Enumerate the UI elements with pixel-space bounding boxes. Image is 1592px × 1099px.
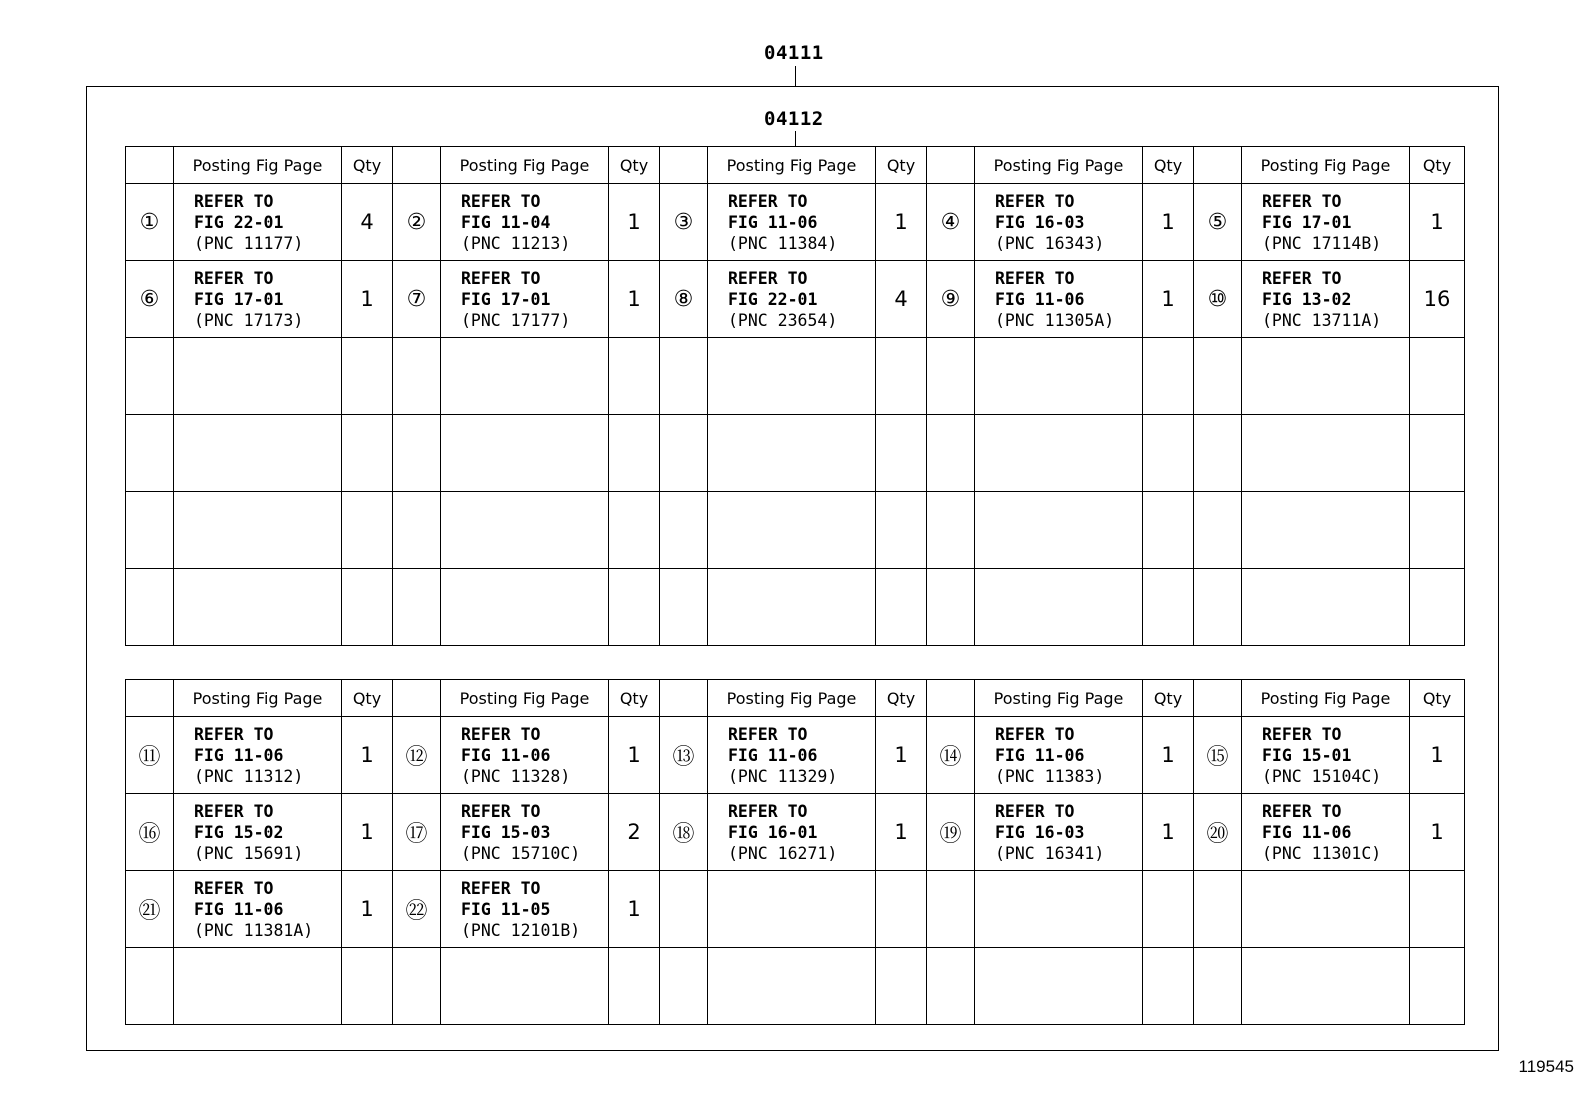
posting-reference (1242, 948, 1410, 1025)
header-posting-fig-page: Posting Fig Page (441, 680, 609, 717)
fig-page-text: FIG 11-04 (461, 212, 551, 232)
item-number (1194, 338, 1242, 415)
quantity (342, 338, 393, 415)
item-number (660, 871, 708, 948)
item-number (1194, 415, 1242, 492)
header-qty: Qty (1410, 680, 1465, 717)
item-number: ④ (927, 184, 975, 261)
fig-page-text: FIG 22-01 (194, 212, 284, 232)
posting-reference (1242, 338, 1410, 415)
pnc-text: (PNC 11177) (194, 233, 304, 253)
header-blank (393, 680, 441, 717)
quantity (609, 338, 660, 415)
item-number: ⑳ (1194, 794, 1242, 871)
item-number: ⑲ (927, 794, 975, 871)
figure-id: 119545 (1518, 1057, 1574, 1076)
refer-to-text: REFER TO (194, 878, 274, 898)
posting-reference (1242, 794, 1410, 871)
fig-page-text: FIG 11-05 (461, 899, 551, 919)
item-number: ㉒ (393, 871, 441, 948)
pnc-text: (PNC 23654) (728, 310, 838, 330)
posting-reference (975, 569, 1143, 646)
header-qty: Qty (876, 680, 927, 717)
quantity (1410, 871, 1465, 948)
item-number (1194, 569, 1242, 646)
quantity (1410, 338, 1465, 415)
posting-reference (441, 871, 609, 948)
posting-reference (174, 415, 342, 492)
quantity: 1 (876, 717, 927, 794)
quantity: 16 (1410, 261, 1465, 338)
item-number (393, 338, 441, 415)
posting-reference (1242, 871, 1410, 948)
item-number (393, 569, 441, 646)
item-number (393, 415, 441, 492)
quantity: 1 (609, 184, 660, 261)
header-blank (126, 147, 174, 184)
pnc-text: (PNC 15710C) (461, 843, 581, 863)
posting-reference (441, 415, 609, 492)
header-qty: Qty (876, 147, 927, 184)
posting-reference (708, 794, 876, 871)
quantity: 1 (1410, 794, 1465, 871)
item-number (126, 569, 174, 646)
item-number: ⑩ (1194, 261, 1242, 338)
posting-reference (441, 184, 609, 261)
refer-to-text: REFER TO (461, 801, 541, 821)
table-header (126, 147, 1465, 184)
quantity (1143, 948, 1194, 1025)
refer-to-text: REFER TO (728, 268, 808, 288)
header-qty: Qty (342, 680, 393, 717)
header-posting-fig-page: Posting Fig Page (174, 680, 342, 717)
table-row (126, 948, 1465, 1025)
item-number: ⑯ (126, 794, 174, 871)
quantity (876, 948, 927, 1025)
header-posting-fig-page: Posting Fig Page (975, 147, 1143, 184)
posting-reference (174, 338, 342, 415)
item-number (927, 492, 975, 569)
quantity: 1 (876, 184, 927, 261)
item-number (393, 492, 441, 569)
header-blank (927, 147, 975, 184)
fig-page-text: FIG 15-02 (194, 822, 284, 842)
quantity: 4 (342, 184, 393, 261)
fig-page-text: FIG 16-03 (995, 212, 1085, 232)
posting-reference (975, 871, 1143, 948)
fig-page-text: FIG 13-02 (1262, 289, 1352, 309)
pnc-text: (PNC 11305A) (995, 310, 1115, 330)
header-blank (927, 680, 975, 717)
posting-reference (174, 948, 342, 1025)
fig-page-text: FIG 11-06 (728, 212, 818, 232)
item-number: ⑱ (660, 794, 708, 871)
posting-reference (174, 871, 342, 948)
refer-to-text: REFER TO (1262, 191, 1342, 211)
pnc-text: (PNC 11384) (728, 233, 838, 253)
item-number: ⑰ (393, 794, 441, 871)
posting-reference (708, 492, 876, 569)
posting-reference (975, 492, 1143, 569)
item-number (1194, 871, 1242, 948)
pnc-text: (PNC 11328) (461, 766, 571, 786)
pnc-text: (PNC 17173) (194, 310, 304, 330)
posting-reference (975, 948, 1143, 1025)
item-number (927, 338, 975, 415)
posting-reference (441, 717, 609, 794)
quantity (609, 415, 660, 492)
fig-page-text: FIG 15-03 (461, 822, 551, 842)
quantity: 1 (1143, 794, 1194, 871)
posting-reference (1242, 569, 1410, 646)
refer-to-text: REFER TO (194, 268, 274, 288)
quantity: 1 (609, 871, 660, 948)
posting-reference (174, 794, 342, 871)
item-number (660, 569, 708, 646)
quantity: 1 (1410, 717, 1465, 794)
item-number: ⑦ (393, 261, 441, 338)
pnc-text: (PNC 17114B) (1262, 233, 1382, 253)
posting-reference (708, 415, 876, 492)
item-number (393, 948, 441, 1025)
pnc-text: (PNC 13711A) (1262, 310, 1382, 330)
table-row (126, 871, 1465, 948)
item-number (927, 948, 975, 1025)
item-number (126, 415, 174, 492)
posting-reference (708, 569, 876, 646)
table-row (126, 415, 1465, 492)
quantity: 1 (1410, 184, 1465, 261)
refer-to-text: REFER TO (461, 191, 541, 211)
quantity: 1 (342, 794, 393, 871)
posting-reference (708, 261, 876, 338)
quantity: 1 (342, 261, 393, 338)
table-row (126, 338, 1465, 415)
item-number: ⑮ (1194, 717, 1242, 794)
quantity: 1 (1143, 261, 1194, 338)
quantity (876, 492, 927, 569)
pnc-text: (PNC 16343) (995, 233, 1105, 253)
inner-assembly-label: 04112 (764, 108, 824, 130)
item-number: ⑧ (660, 261, 708, 338)
pnc-text: (PNC 15104C) (1262, 766, 1382, 786)
refer-to-text: REFER TO (194, 801, 274, 821)
pnc-text: (PNC 11383) (995, 766, 1105, 786)
fig-page-text: FIG 11-06 (194, 899, 284, 919)
header-posting-fig-page: Posting Fig Page (708, 147, 876, 184)
posting-reference (174, 261, 342, 338)
fig-page-text: FIG 11-06 (1262, 822, 1352, 842)
table-header (126, 680, 1465, 717)
pnc-text: (PNC 11301C) (1262, 843, 1382, 863)
refer-to-text: REFER TO (995, 191, 1075, 211)
quantity: 4 (876, 261, 927, 338)
posting-reference (441, 569, 609, 646)
pnc-text: (PNC 11213) (461, 233, 571, 253)
pnc-text: (PNC 11329) (728, 766, 838, 786)
fig-page-text: FIG 16-03 (995, 822, 1085, 842)
refer-to-text: REFER TO (728, 191, 808, 211)
item-number: ⑬ (660, 717, 708, 794)
item-number: ① (126, 184, 174, 261)
posting-reference (975, 794, 1143, 871)
fig-page-text: FIG 17-01 (194, 289, 284, 309)
item-number (660, 948, 708, 1025)
quantity (342, 948, 393, 1025)
table-row (126, 569, 1465, 646)
quantity (342, 415, 393, 492)
quantity (1410, 948, 1465, 1025)
quantity (609, 569, 660, 646)
quantity: 1 (1143, 717, 1194, 794)
refer-to-text: REFER TO (461, 268, 541, 288)
header-posting-fig-page: Posting Fig Page (975, 680, 1143, 717)
posting-reference (708, 717, 876, 794)
quantity: 1 (609, 261, 660, 338)
quantity (876, 338, 927, 415)
header-blank (1194, 147, 1242, 184)
item-number: ⑫ (393, 717, 441, 794)
item-number (660, 338, 708, 415)
pnc-text: (PNC 16341) (995, 843, 1105, 863)
header-posting-fig-page: Posting Fig Page (1242, 147, 1410, 184)
fig-page-text: FIG 16-01 (728, 822, 818, 842)
posting-reference (441, 794, 609, 871)
refer-to-text: REFER TO (728, 724, 808, 744)
item-number (660, 492, 708, 569)
quantity (1410, 569, 1465, 646)
quantity (342, 569, 393, 646)
header-qty: Qty (1143, 147, 1194, 184)
item-number: ⑥ (126, 261, 174, 338)
pnc-text: (PNC 11312) (194, 766, 304, 786)
item-number (126, 338, 174, 415)
header-qty: Qty (1410, 147, 1465, 184)
item-number: ㉑ (126, 871, 174, 948)
header-qty: Qty (342, 147, 393, 184)
quantity (1143, 492, 1194, 569)
posting-reference (708, 871, 876, 948)
item-number: ⑨ (927, 261, 975, 338)
quantity (1143, 871, 1194, 948)
item-number (927, 415, 975, 492)
posting-reference (441, 948, 609, 1025)
header-posting-fig-page: Posting Fig Page (1242, 680, 1410, 717)
posting-reference (975, 717, 1143, 794)
fig-page-text: FIG 22-01 (728, 289, 818, 309)
item-number: ③ (660, 184, 708, 261)
header-qty: Qty (609, 147, 660, 184)
posting-reference (1242, 415, 1410, 492)
posting-reference (1242, 261, 1410, 338)
header-blank (660, 147, 708, 184)
table-row (126, 261, 1465, 338)
header-blank (1194, 680, 1242, 717)
fig-page-text: FIG 11-06 (995, 745, 1085, 765)
quantity (1410, 492, 1465, 569)
header-posting-fig-page: Posting Fig Page (441, 147, 609, 184)
posting-reference (975, 184, 1143, 261)
parts-reference-table-2 (125, 679, 1465, 1025)
table-row (126, 794, 1465, 871)
posting-reference (708, 948, 876, 1025)
refer-to-text: REFER TO (461, 724, 541, 744)
quantity: 2 (609, 794, 660, 871)
posting-reference (441, 261, 609, 338)
refer-to-text: REFER TO (728, 801, 808, 821)
item-number (927, 871, 975, 948)
fig-page-text: FIG 11-06 (461, 745, 551, 765)
fig-page-text: FIG 17-01 (461, 289, 551, 309)
inner-leader-line (795, 131, 796, 147)
fig-page-text: FIG 15-01 (1262, 745, 1352, 765)
quantity (876, 569, 927, 646)
item-number (927, 569, 975, 646)
fig-page-text: FIG 11-06 (194, 745, 284, 765)
header-blank (660, 680, 708, 717)
refer-to-text: REFER TO (995, 801, 1075, 821)
refer-to-text: REFER TO (194, 724, 274, 744)
posting-reference (1242, 184, 1410, 261)
header-posting-fig-page: Posting Fig Page (174, 147, 342, 184)
quantity: 1 (342, 871, 393, 948)
posting-reference (975, 261, 1143, 338)
quantity: 1 (1143, 184, 1194, 261)
fig-page-text: FIG 11-06 (728, 745, 818, 765)
table-row (126, 717, 1465, 794)
posting-reference (1242, 717, 1410, 794)
item-number: ② (393, 184, 441, 261)
posting-reference (708, 184, 876, 261)
pnc-text: (PNC 11381A) (194, 920, 314, 940)
header-qty: Qty (609, 680, 660, 717)
refer-to-text: REFER TO (1262, 724, 1342, 744)
quantity: 1 (609, 717, 660, 794)
item-number (660, 415, 708, 492)
header-blank (393, 147, 441, 184)
refer-to-text: REFER TO (1262, 801, 1342, 821)
quantity (876, 415, 927, 492)
posting-reference (174, 492, 342, 569)
posting-reference (708, 338, 876, 415)
refer-to-text: REFER TO (995, 268, 1075, 288)
posting-reference (174, 717, 342, 794)
refer-to-text: REFER TO (995, 724, 1075, 744)
header-blank (126, 680, 174, 717)
parts-reference-table-1 (125, 146, 1465, 646)
item-number (1194, 948, 1242, 1025)
quantity (876, 871, 927, 948)
quantity: 1 (876, 794, 927, 871)
header-qty: Qty (1143, 680, 1194, 717)
posting-reference (441, 338, 609, 415)
item-number: ⑤ (1194, 184, 1242, 261)
item-number: ⑪ (126, 717, 174, 794)
refer-to-text: REFER TO (461, 878, 541, 898)
quantity: 1 (342, 717, 393, 794)
posting-reference (174, 569, 342, 646)
pnc-text: (PNC 17177) (461, 310, 571, 330)
posting-reference (1242, 492, 1410, 569)
fig-page-text: FIG 11-06 (995, 289, 1085, 309)
item-number (126, 948, 174, 1025)
pnc-text: (PNC 16271) (728, 843, 838, 863)
quantity (1410, 415, 1465, 492)
posting-reference (975, 338, 1143, 415)
table-row (126, 492, 1465, 569)
posting-reference (174, 184, 342, 261)
item-number (126, 492, 174, 569)
refer-to-text: REFER TO (194, 191, 274, 211)
posting-reference (975, 415, 1143, 492)
pnc-text: (PNC 15691) (194, 843, 304, 863)
quantity (1143, 338, 1194, 415)
header-posting-fig-page: Posting Fig Page (708, 680, 876, 717)
quantity (609, 492, 660, 569)
posting-reference (441, 492, 609, 569)
quantity (1143, 415, 1194, 492)
table-row (126, 184, 1465, 261)
outer-assembly-label: 04111 (764, 42, 824, 64)
quantity (609, 948, 660, 1025)
item-number: ⑭ (927, 717, 975, 794)
pnc-text: (PNC 12101B) (461, 920, 581, 940)
outer-leader-line (795, 66, 796, 86)
quantity (1143, 569, 1194, 646)
item-number (1194, 492, 1242, 569)
refer-to-text: REFER TO (1262, 268, 1342, 288)
fig-page-text: FIG 17-01 (1262, 212, 1352, 232)
quantity (342, 492, 393, 569)
